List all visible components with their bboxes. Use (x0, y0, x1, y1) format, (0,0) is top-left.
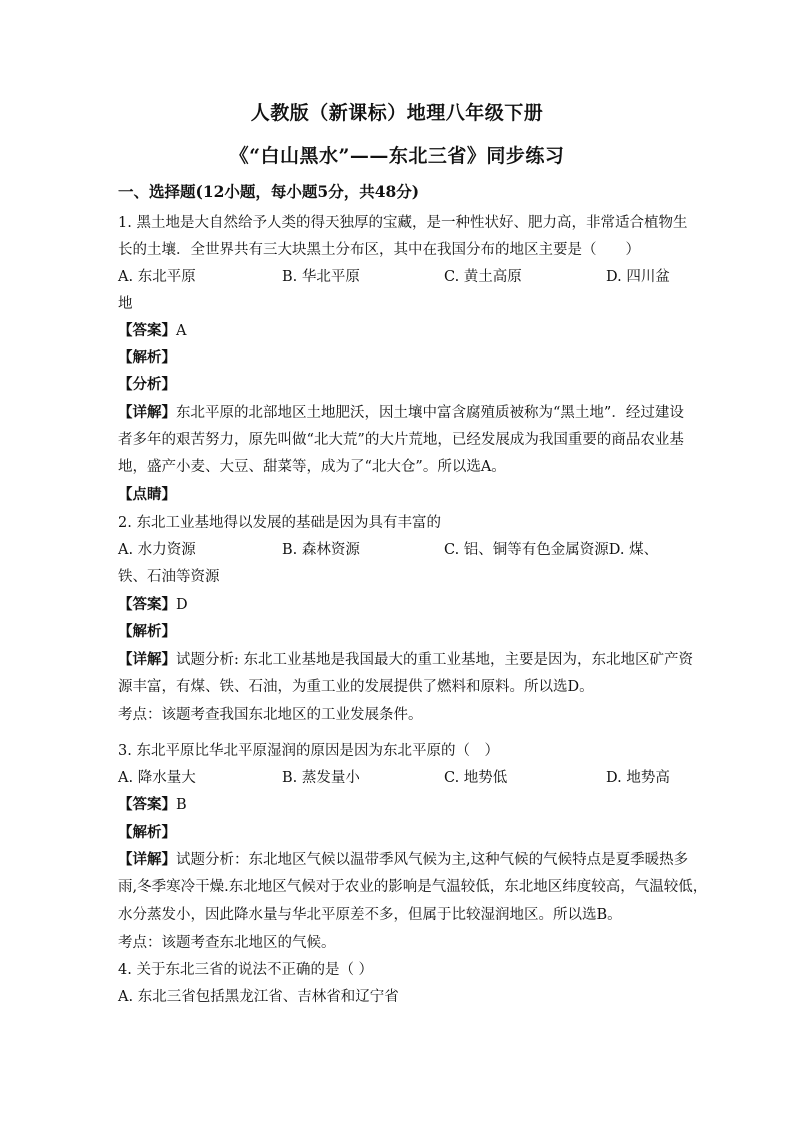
q2-option-a: A. 水力资源 (118, 542, 196, 558)
q3-option-d: D. 地势高 (606, 770, 670, 786)
q4-option-a: A. 东北三省包括黑龙江省、吉林省和辽宁省 (118, 989, 399, 1005)
doc-title: 人教版（新课标）地理八年级下册 (250, 102, 544, 124)
q1-detail-line3: 地，盛产小麦、大豆、甜菜等，成为了“北大仓”。所以选A。 (118, 459, 506, 475)
q1-option-b: B. 华北平原 (282, 269, 360, 285)
q1-fenxi-label: 【分析】 (118, 376, 176, 393)
q2-answer (118, 593, 188, 614)
q1-analysis-label: 【解析】 (118, 349, 176, 366)
q3-detail-line3: 水分蒸发小，因此降水量与华北平原差不多，但属于比较湿润地区。所以选B。 (118, 907, 622, 923)
detail-text: 东北平原的北部地区土地肥沃，因土壤中富含腐殖质被称为“黑土地”．经过建设 (176, 405, 684, 421)
answer-label: 【答案】 (118, 322, 176, 339)
detail-label: 【详解】 (118, 404, 176, 421)
doc-subtitle: 《“白山黑水”——东北三省》同步练习 (229, 145, 565, 167)
detail-text: 试题分析: 东北工业基地是我国最大的重工业基地，主要是因为，东北地区矿产资 (176, 652, 693, 668)
q2-detail-line2: 源丰富，有煤、铁、石油，为重工业的发展提供了燃料和原料。所以选D。 (118, 679, 594, 695)
q2-detail-line1 (118, 648, 693, 669)
q3-option-c: C. 地势低 (444, 770, 508, 786)
answer-value: D (176, 597, 188, 613)
q3-answer (118, 793, 187, 814)
q3-option-b: B. 蒸发量小 (282, 770, 360, 786)
q1-option-d: D. 四川盆 (606, 269, 670, 285)
answer-value: A (176, 323, 187, 339)
q1-option-c: C. 黄土高原 (444, 269, 522, 285)
detail-label: 【详解】 (118, 851, 176, 868)
q2-option-cont: 铁、石油等资源 (118, 569, 220, 585)
answer-label: 【答案】 (118, 596, 176, 613)
q1-stem-line2: 长的土壤．全世界共有三大块黑土分布区，其中在我国分布的地区主要是（ ） (118, 242, 640, 258)
section-header: 一、选择题(12小题，每小题5分，共48分) (118, 182, 420, 201)
answer-label: 【答案】 (118, 796, 176, 813)
q3-detail-line1 (118, 848, 688, 869)
q1-stem-line1: 1. 黑土地是大自然给予人类的得天独厚的宝藏，是一种性状好、肥力高，非常适合植物生 (118, 215, 688, 231)
q4-stem: 4. 关于东北三省的说法不正确的是（ ） (118, 962, 374, 978)
detail-text: 试题分析：东北地区气候以温带季风气候为主,这种气候的气候特点是夏季暖热多 (176, 852, 689, 868)
q3-analysis-label: 【解析】 (118, 824, 176, 841)
q2-kaodian: 考点：该题考查我国东北地区的工业发展条件。 (118, 707, 423, 723)
q3-detail-line2: 雨,冬季寒冷干燥.东北地区气候对于农业的影响是气温较低，东北地区纬度较高，气温较低， (118, 879, 708, 895)
q1-dianjing-label: 【点睛】 (118, 486, 176, 503)
q1-detail-line1 (118, 401, 684, 422)
q1-detail-line2: 者多年的艰苦努力，原先叫做“北大荒”的大片荒地，已经发展成为我国重要的商品农业基 (118, 432, 684, 448)
q3-stem: 3. 东北平原比华北平原湿润的原因是因为东北平原的（ ） (118, 743, 499, 759)
q2-stem: 2. 东北工业基地得以发展的基础是因为具有丰富的 (118, 515, 441, 531)
q2-analysis-label: 【解析】 (118, 623, 176, 640)
q1-option-d-cont: 地 (118, 296, 133, 312)
q1-option-a: A. 东北平原 (118, 269, 196, 285)
answer-value: B (176, 797, 187, 813)
q1-answer (118, 319, 186, 340)
detail-label: 【详解】 (118, 651, 176, 668)
q3-kaodian: 考点：该题考查东北地区的气候。 (118, 935, 336, 951)
q2-option-b: B. 森林资源 (282, 542, 360, 558)
q3-option-a: A. 降水量大 (118, 770, 196, 786)
q2-option-c: C. 铝、铜等有色金属资源D. 煤、 (444, 542, 659, 558)
